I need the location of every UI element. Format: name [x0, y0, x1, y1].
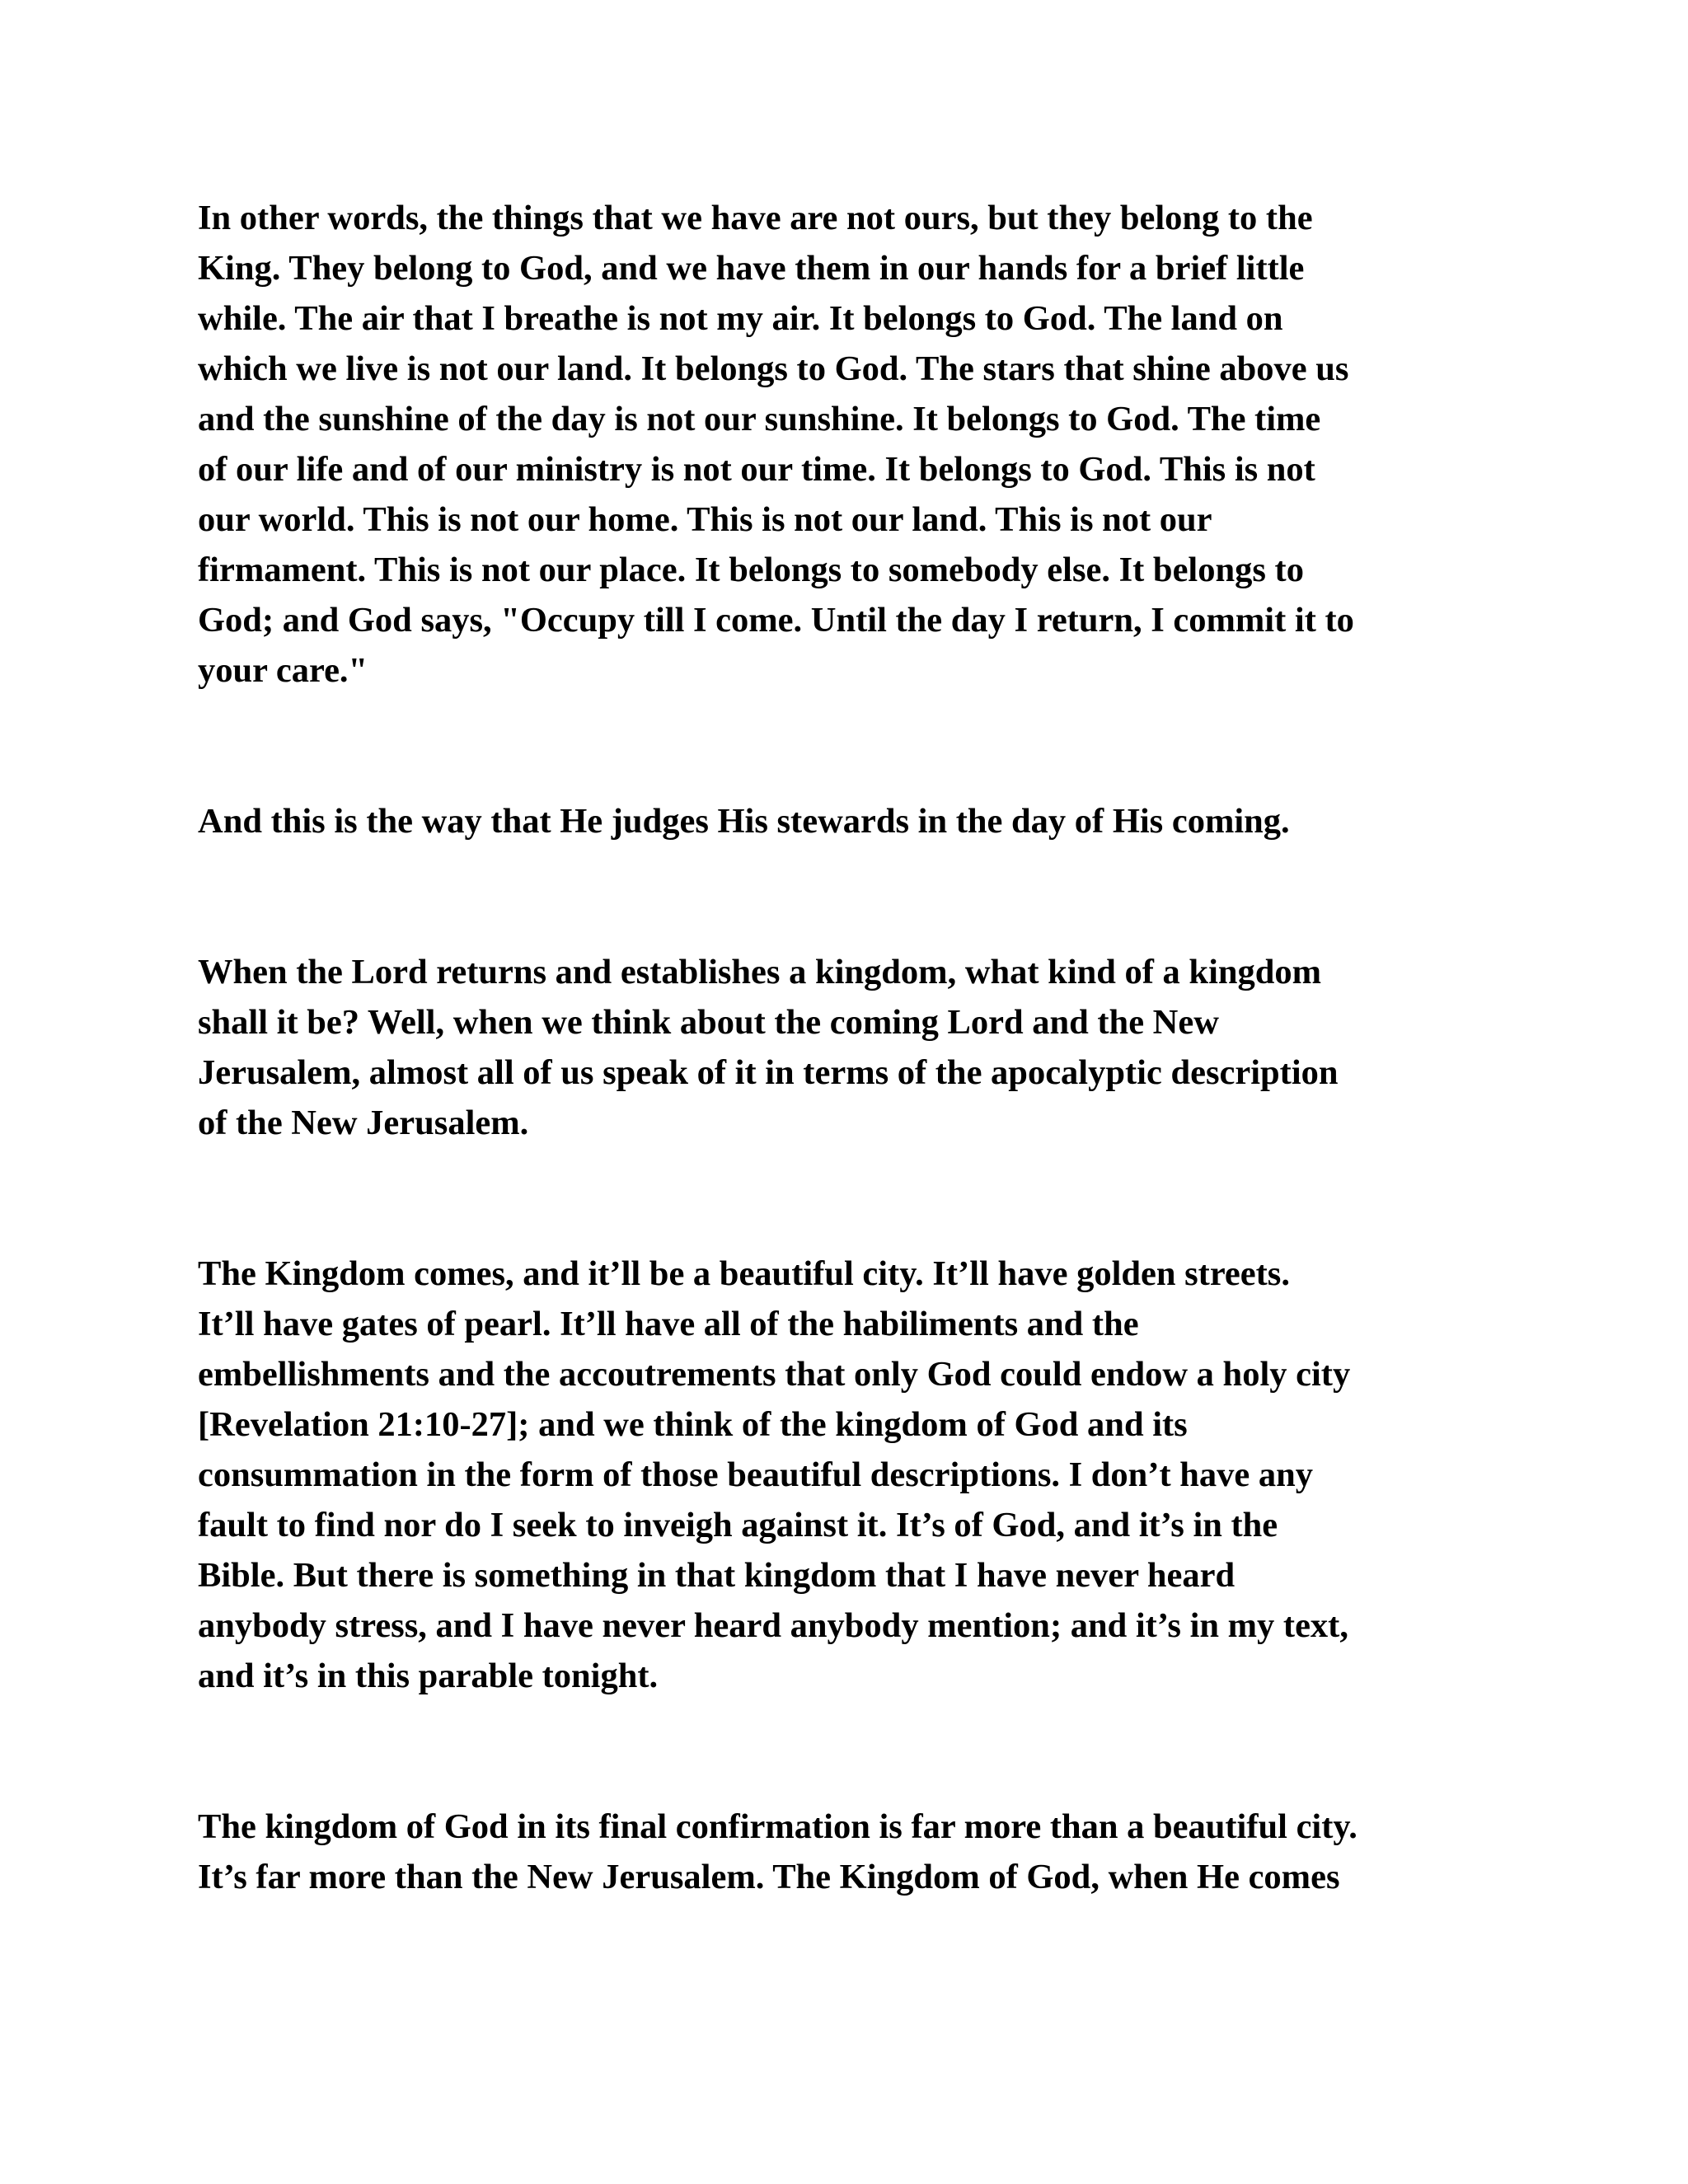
text-line: of the New Jerusalem. — [198, 1104, 529, 1142]
text-line: consummation in the form of those beautiful descriptions. I don’t have any — [198, 1455, 1313, 1494]
paragraph-spacer — [198, 846, 1500, 947]
text-line: And this is the way that He judges His stewards in the day of His coming. — [198, 802, 1290, 841]
text-line: our world. This is not our home. This is not our land. This is not our — [198, 500, 1212, 539]
paragraph-4 — [198, 1249, 1500, 1701]
paragraph-2 — [198, 796, 1500, 846]
text-line: and the sunshine of the day is not our sunshine. It belongs to God. The time — [198, 400, 1321, 438]
paragraph-1 — [198, 193, 1500, 696]
text-line: It’s far more than the New Jerusalem. The Kingdom of God, when He comes — [198, 1858, 1340, 1896]
paragraph-spacer — [198, 1701, 1500, 1802]
paragraph-3 — [198, 947, 1500, 1148]
text-line: Jerusalem, almost all of us speak of it in terms of the apocalyptic description — [198, 1053, 1339, 1092]
text-line: while. The air that I breathe is not my air. It belongs to God. The land on — [198, 299, 1283, 338]
text-line: anybody stress, and I have never heard anybody mention; and it’s in my text, — [198, 1606, 1348, 1645]
paragraph-5 — [198, 1802, 1500, 1902]
text-line: which we live is not our land. It belongs to God. The stars that shine above us — [198, 349, 1349, 388]
text-line: It’ll have gates of pearl. It’ll have all of the habiliments and the — [198, 1305, 1139, 1343]
text-line: The Kingdom comes, and it’ll be a beautiful city. It’ll have golden streets. — [198, 1254, 1290, 1293]
text-line: firmament. This is not our place. It belongs to somebody else. It belongs to — [198, 551, 1304, 589]
text-line: Bible. But there is something in that kingdom that I have never heard — [198, 1556, 1236, 1595]
text-line: your care." — [198, 651, 368, 690]
text-line: King. They belong to God, and we have them in our hands for a brief little — [198, 249, 1305, 288]
text-line: of our life and of our ministry is not our time. It belongs to God. This is not — [198, 450, 1315, 489]
text-line: When the Lord returns and establishes a kingdom, what kind of a kingdom — [198, 953, 1322, 991]
text-line: fault to find nor do I seek to inveigh against it. It’s of God, and it’s in the — [198, 1506, 1278, 1544]
text-line: In other words, the things that we have are not ours, but they belong to the — [198, 199, 1313, 237]
paragraph-spacer — [198, 1148, 1500, 1249]
document-body — [198, 193, 1500, 1902]
text-line: shall it be? Well, when we think about the coming Lord and the New — [198, 1003, 1219, 1042]
text-line: [Revelation 21:10-27]; and we think of the kingdom of God and its — [198, 1405, 1188, 1444]
paragraph-spacer — [198, 696, 1500, 796]
text-line: embellishments and the accoutrements that only God could endow a holy city — [198, 1355, 1351, 1394]
text-line: and it’s in this parable tonight. — [198, 1657, 659, 1695]
text-line: The kingdom of God in its final confirmation is far more than a beautiful city. — [198, 1807, 1357, 1846]
text-line: God; and God says, "Occupy till I come. Until the day I return, I commit it to — [198, 601, 1354, 640]
